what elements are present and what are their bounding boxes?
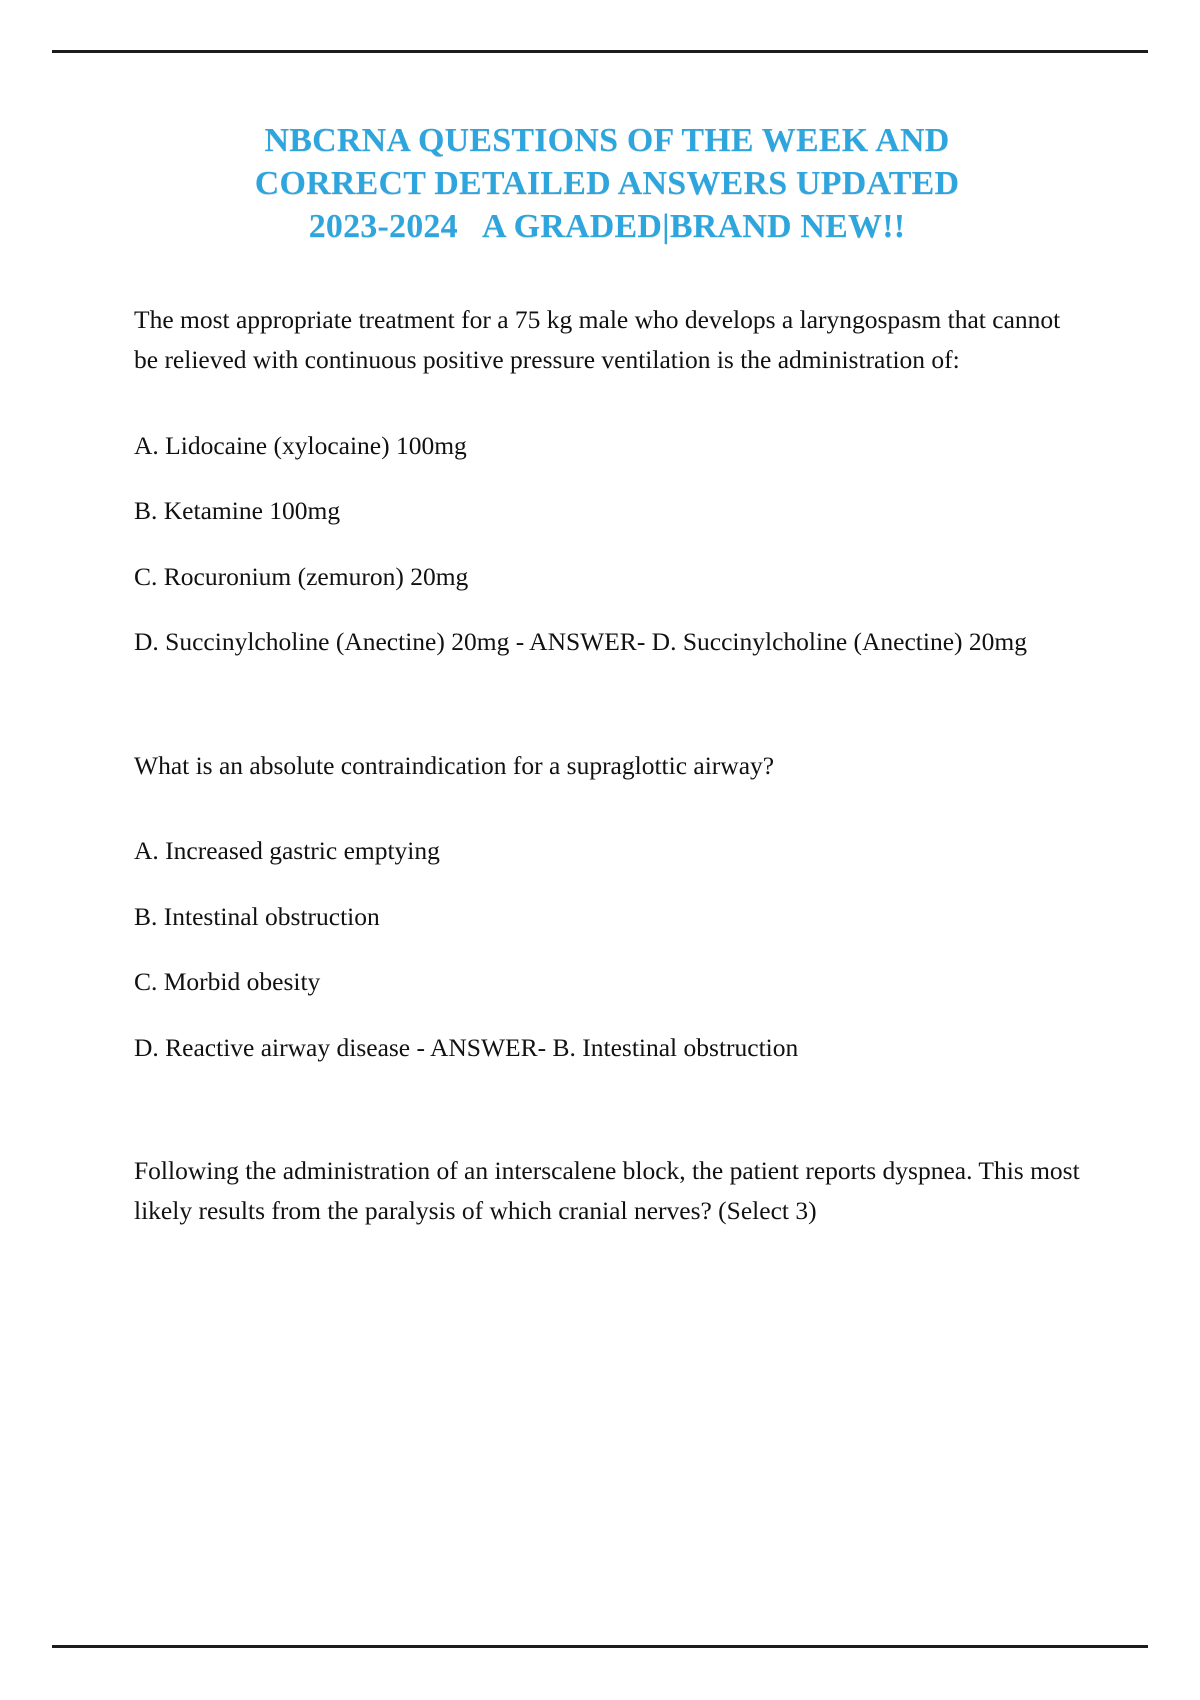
page-title-line-3: 2023-2024 A GRADED|BRAND NEW!! [308,207,906,245]
section-spacer [134,1093,1080,1151]
page-title [134,120,1080,248]
page-title-line-2: CORRECT DETAILED ANSWERS UPDATED [254,164,960,202]
question-stem: Following the administration of an interscalene block, the patient reports dyspnea. This most likely results from the paralysis of which cranial nerves? (Select 3) [134,1156,1080,1225]
answer-choice: B. Intestinal obstruction [134,901,380,931]
document-content [134,120,1080,1256]
question-stem: The most appropriate treatment for a 75 kg male who develops a laryngospasm that cannot be relieved with continuous positive pressure ventilation is the administration of: [134,305,1061,374]
answer-choice: D. Succinylcholine (Anectine) 20mg - ANSWER- D. Succinylcholine (Anectine) 20mg [134,627,1027,657]
answer-choice: C. Rocuronium (zemuron) 20mg [134,561,469,591]
answer-choice: A. Increased gastric emptying [134,836,440,866]
answer-choice: B. Ketamine 100mg [134,496,341,526]
answer-choice: D. Reactive airway disease - ANSWER- B. Intestinal obstruction [134,1032,799,1062]
answer-choice: C. Morbid obesity [134,967,321,997]
page-top-rule [52,50,1148,53]
question-stem: What is an absolute contraindication for a supraglottic airway? [134,750,775,780]
answer-choice: A. Lidocaine (xylocaine) 100mg [134,430,467,460]
page-title-line-1: NBCRNA QUESTIONS OF THE WEEK AND [264,122,950,159]
section-spacer [134,688,1080,746]
page-bottom-rule [52,1645,1148,1648]
